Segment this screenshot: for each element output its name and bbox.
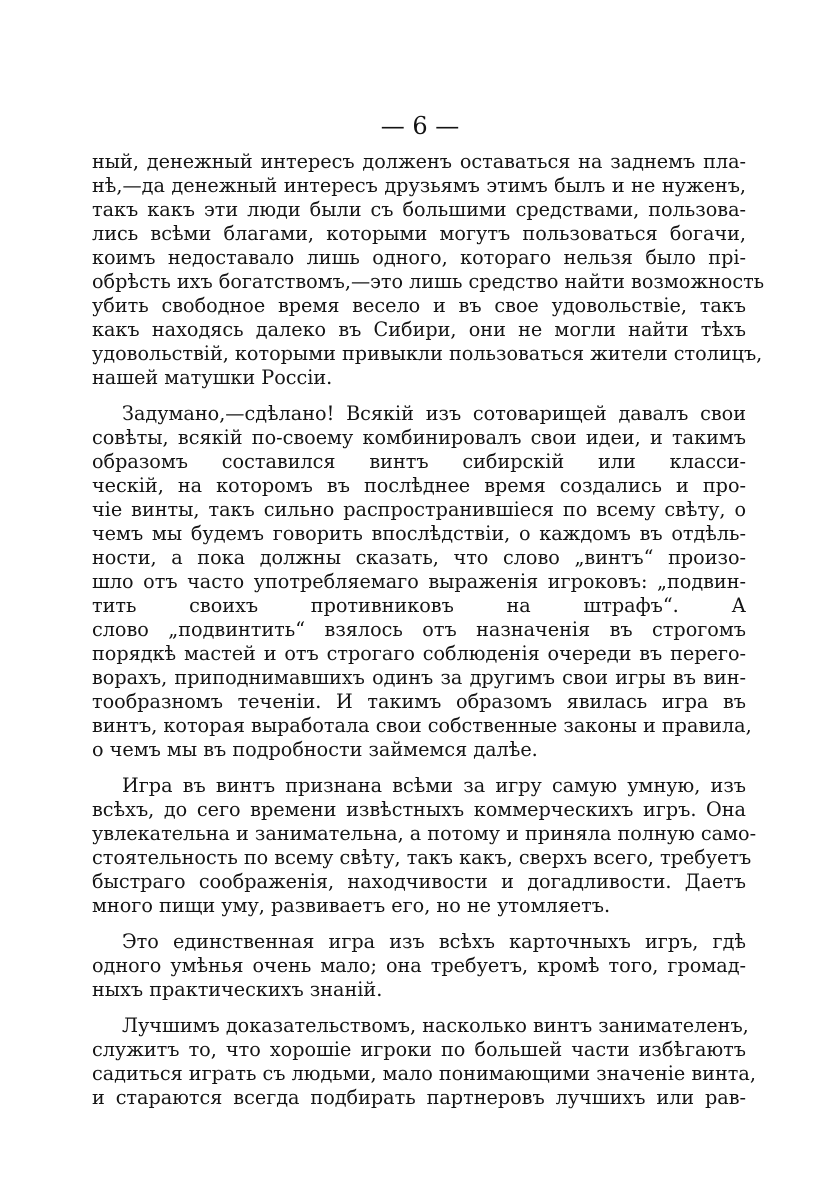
text-line: стоятельность по всему свѣту, такъ какъ, сверхъ всего, требуетъ (92, 846, 752, 869)
text-line: ности, а пока должны сказать, что слово „винтъ“ произо- (92, 546, 746, 569)
text-line: садиться играть съ людьми, мало понимающими значеніе винта, (92, 1062, 756, 1085)
text-line: какъ находясь далеко въ Сибири, они не могли найти тѣхъ (92, 318, 746, 341)
text-line: быстраго соображенія, находчивости и догадливости. Даетъ (92, 870, 746, 893)
text-line: тить своихъ противниковъ на штрафъ“. А (92, 594, 746, 617)
text-line: тообразномъ теченіи. И такимъ образомъ явилась игра въ (92, 690, 746, 713)
text-line: Игра въ винтъ признана всѣми за игру самую умную, изъ (122, 774, 746, 797)
text-line: нѣ,—да денежный интересъ друзьямъ этимъ былъ и не нуженъ, (92, 174, 746, 197)
text-line: всѣхъ, до сего времени извѣстныхъ коммерческихъ игръ. Она (92, 798, 746, 821)
text-line: порядкѣ мастей и отъ строгаго соблюденія очереди въ перего- (92, 642, 746, 665)
page-number: — 6 — (380, 112, 460, 140)
text-line: обрѣсть ихъ богатствомъ,—это лишь средство найти возможность (92, 270, 765, 293)
paragraph-3 (92, 774, 757, 918)
paragraph-4 (92, 930, 746, 1002)
text-line: убить свободное время весело и въ свое удовольствіе, такъ (92, 294, 746, 317)
text-line: слово „подвинтить“ взялось отъ назначенія въ строгомъ (92, 618, 746, 641)
text-line: о чемъ мы въ подробности займемся далѣе. (92, 738, 538, 761)
text-line: винтъ, которая выработала свои собственные законы и правила, (92, 714, 752, 737)
text-line: ныхъ практическихъ знаній. (92, 978, 383, 1001)
paragraph-2 (92, 402, 752, 762)
text-line: ный, денежный интересъ долженъ оставаться на заднемъ пла- (92, 150, 746, 173)
text-line: увлекательна и занимательна, а потому и приняла полную само- (92, 822, 757, 845)
text-line: коимъ недоставало лишь одного, котораго нельзя было прі- (92, 246, 746, 269)
text-line: нашей матушки Россіи. (92, 366, 333, 389)
body-text (92, 150, 765, 1110)
paragraph-5 (92, 1014, 756, 1110)
text-line: одного умѣнья очень мало; она требуетъ, кромѣ того, громад- (92, 954, 746, 977)
text-line: Лучшимъ доказательствомъ, насколько винтъ занимателенъ, (122, 1014, 749, 1037)
text-line: много пищи уму, развиваетъ его, но не утомляетъ. (92, 894, 611, 917)
text-line: удовольствій, которыми привыкли пользоваться жители столицъ, (92, 342, 763, 365)
paragraph-1 (92, 150, 765, 390)
text-line: чемъ мы будемъ говорить впослѣдствіи, о каждомъ въ отдѣль- (92, 522, 746, 545)
text-line: чіе винты, такъ сильно распространившіеся по всему свѣту, о (92, 498, 746, 521)
text-line: шло отъ часто употребляемаго выраженія игроковъ: „подвин- (92, 570, 746, 593)
text-line: Это единственная игра изъ всѣхъ карточныхъ игръ, гдѣ (122, 930, 746, 953)
text-line: ворахъ, приподнимавшихъ одинъ за другимъ свои игры въ вин- (92, 666, 746, 689)
text-line: ческій, на которомъ въ послѣднее время создались и про- (92, 474, 746, 497)
text-line: такъ какъ эти люди были съ большими средствами, пользова- (92, 198, 746, 221)
text-line: и стараются всегда подбирать партнеровъ лучшихъ или рав- (92, 1086, 746, 1109)
text-line: Задумано,—сдѣлано! Всякій изъ сотоварищей давалъ свои (122, 402, 746, 425)
text-line: образомъ составился винтъ сибирскій или класси- (92, 450, 746, 473)
text-line: совѣты, всякій по-своему комбинировалъ свои идеи, и такимъ (92, 426, 746, 449)
text-line: служитъ то, что хорошіе игроки по большей части избѣгаютъ (92, 1038, 746, 1061)
text-line: лись всѣми благами, которыми могутъ пользоваться богачи, (92, 222, 746, 245)
